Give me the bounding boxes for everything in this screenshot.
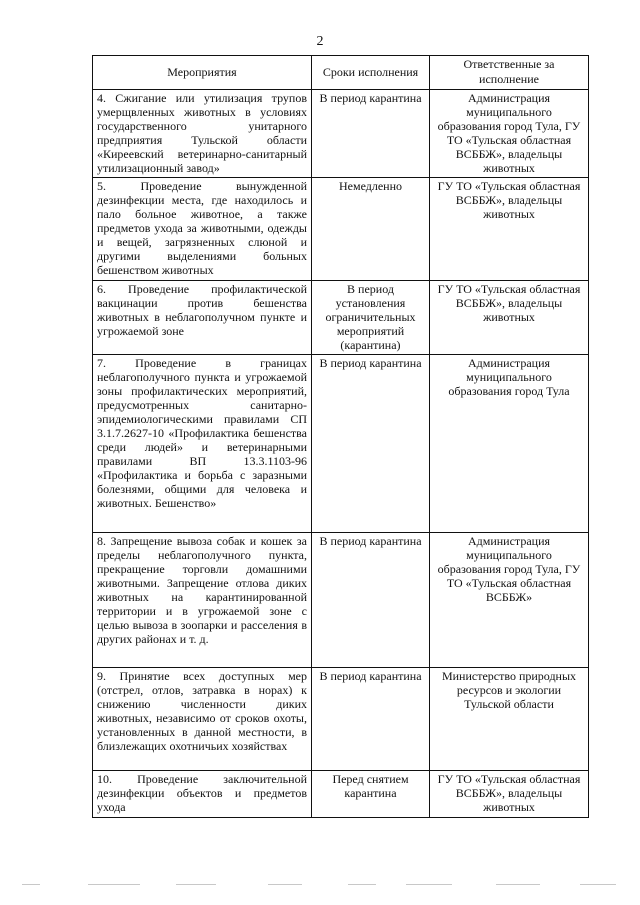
responsible-cell: Администрация муниципального образования город Тула, ГУ ТО «Тульская областная ВСББЖ», владельцы животных bbox=[430, 90, 589, 178]
header-measures: Мероприятия bbox=[93, 56, 312, 90]
responsible-cell: Министерство природных ресурсов и экологии Тульской области bbox=[430, 668, 589, 771]
table-row bbox=[93, 533, 589, 668]
table-row bbox=[93, 281, 589, 355]
responsible-cell: Администрация муниципального образования город Тула, ГУ ТО «Тульская областная ВСББЖ» bbox=[430, 533, 589, 668]
measure-cell: 5. Проведение вынужденной дезинфекции места, где находилось и пало больное животное, а также предметов ухода за животными, одежды и вещей, загрязненных слюной и другими выделениями больных бешенством животных bbox=[93, 178, 312, 281]
measure-cell: 4. Сжигание или утилизация трупов умерщвленных животных в условиях государственного унитарного предприятия Тульской области «Киреевский ветеринарно-санитарный утилизационный завод» bbox=[93, 90, 312, 178]
measures-table bbox=[92, 55, 589, 818]
measure-cell: 10. Проведение заключительной дезинфекции объектов и предметов ухода bbox=[93, 771, 312, 818]
term-cell: В период карантина bbox=[312, 90, 430, 178]
table-header-row bbox=[93, 56, 589, 90]
responsible-cell: ГУ ТО «Тульская областная ВСББЖ», владельцы животных bbox=[430, 771, 589, 818]
responsible-cell: ГУ ТО «Тульская областная ВСББЖ», владельцы животных bbox=[430, 281, 589, 355]
term-cell: В период карантина bbox=[312, 668, 430, 771]
table-row bbox=[93, 90, 589, 178]
measure-cell: 8. Запрещение вывоза собак и кошек за пределы неблагополучного пункта, прекращение торговли домашними животными. Запрещение отлова диких животных на карантинированной территории и в угрожаемой зоне с целью вывоза в зоопарки и расселения в других районах и т. д. bbox=[93, 533, 312, 668]
term-cell: Перед снятием карантина bbox=[312, 771, 430, 818]
scan-artifact-line bbox=[0, 884, 640, 887]
term-cell: В период установления ограничительных мероприятий (карантина) bbox=[312, 281, 430, 355]
responsible-cell: Администрация муниципального образования город Тула bbox=[430, 355, 589, 533]
measure-cell: 7. Проведение в границах неблагополучного пункта и угрожаемой зоны профилактических мероприятий, предусмотренных санитарно-эпидемиологическими правилами СП 3.1.7.2627-10 «Профилактика бешенства среди людей» и ветеринарными правилами ВП 13.3.1103-96 «Профилактика и борьба с заразными болезнями, общими для человека и животных. Бешенство» bbox=[93, 355, 312, 533]
table-row bbox=[93, 668, 589, 771]
term-cell: В период карантина bbox=[312, 355, 430, 533]
term-cell: Немедленно bbox=[312, 178, 430, 281]
responsible-cell: ГУ ТО «Тульская областная ВСББЖ», владельцы животных bbox=[430, 178, 589, 281]
table-row bbox=[93, 178, 589, 281]
measure-cell: 9. Принятие всех доступных мер (отстрел, отлов, затравка в норах) к снижению численности диких животных, независимо от сроков охоты, установленных в данной местности, в близлежащих охотничьих хозяйствах bbox=[93, 668, 312, 771]
page-number: 2 bbox=[316, 34, 324, 49]
table-row bbox=[93, 355, 589, 533]
header-terms: Сроки исполнения bbox=[312, 56, 430, 90]
header-responsible: Ответственные за исполнение bbox=[430, 56, 589, 90]
term-cell: В период карантина bbox=[312, 533, 430, 668]
measure-cell: 6. Проведение профилактической вакцинации против бешенства животных в неблагополучном пункте и угрожаемой зоне bbox=[93, 281, 312, 355]
table-row bbox=[93, 771, 589, 818]
